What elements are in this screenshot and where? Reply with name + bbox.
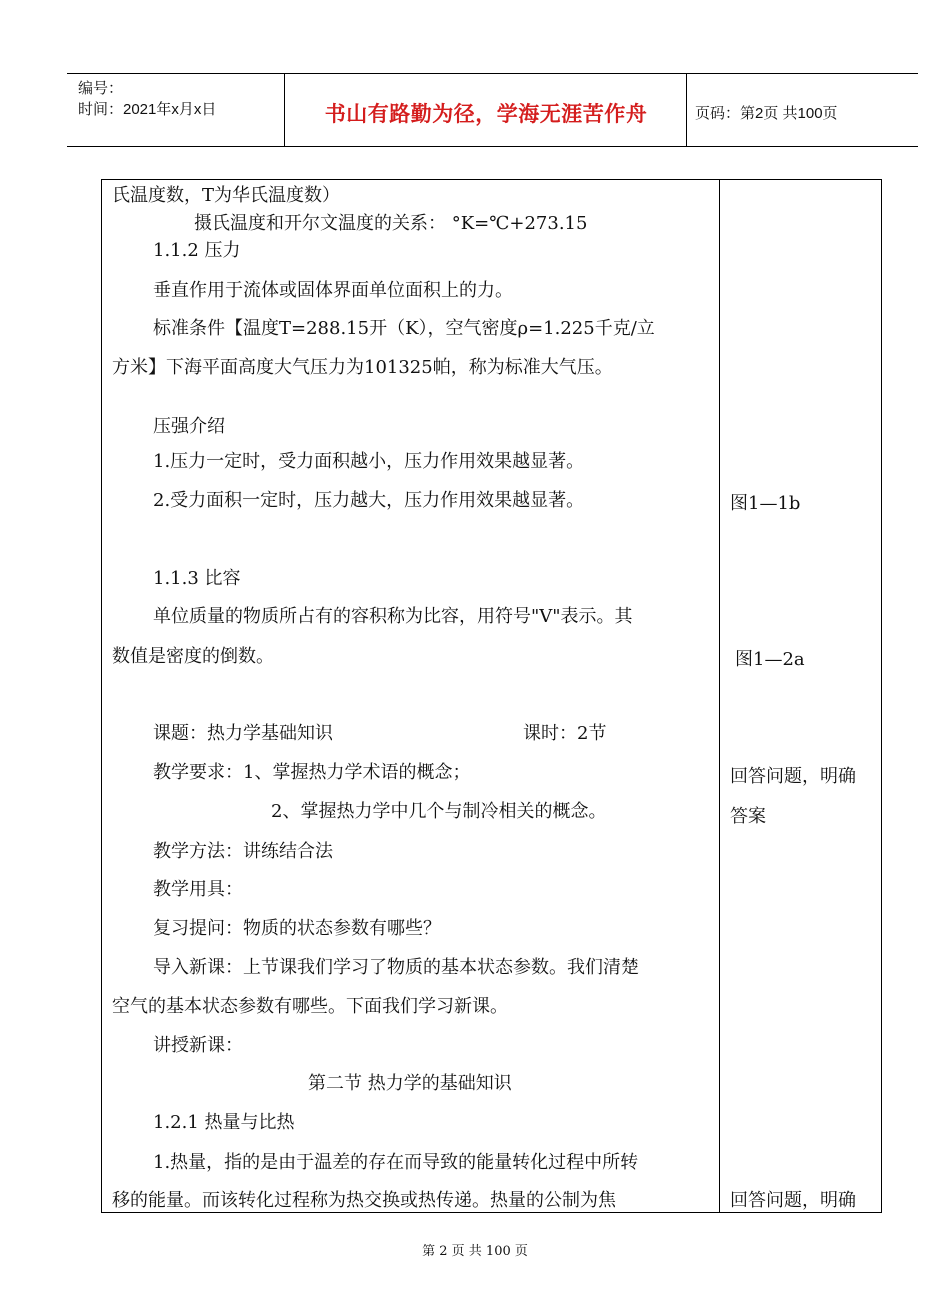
header-page-info: 页码：第2页 共100页 — [695, 105, 838, 122]
side-note: 回答问题，明确 — [730, 1190, 856, 1211]
section-heading: 1.1.2 压力 — [153, 240, 241, 261]
table-column-divider — [719, 179, 720, 1213]
page-footer: 第 2 页 共 100 页 — [422, 1244, 528, 1259]
text-line: 空气的基本状态参数有哪些。下面我们学习新课。 — [112, 996, 508, 1017]
section-heading: 1.2.1 热量与比热 — [153, 1112, 295, 1133]
text-line: 1.热量，指的是由于温差的存在而导致的能量转化过程中所转 — [153, 1152, 639, 1173]
lesson-hours: 课时：2节 — [523, 723, 607, 744]
figure-reference: 图1—1b — [730, 493, 801, 514]
text-line: 移的能量。而该转化过程称为热交换或热传递。热量的公制为焦 — [112, 1190, 616, 1211]
text-line: 方米】下海平面高度大气压力为101325帕，称为标准大气压。 — [112, 357, 613, 378]
text-line: 讲授新课： — [153, 1035, 243, 1056]
text-line: 2.受力面积一定时，压力越大，压力作用效果越显著。 — [153, 490, 585, 511]
text-line: 单位质量的物质所占有的容积称为比容，用符号"V"表示。其 — [153, 606, 633, 627]
text-line: 数值是密度的倒数。 — [112, 646, 274, 667]
text-line: 压强介绍 — [153, 416, 225, 437]
text-line: 复习提问：物质的状态参数有哪些？ — [153, 918, 441, 939]
text-line: 教学要求：1、掌握热力学术语的概念； — [153, 762, 471, 783]
header-motto: 书山有路勤为径，学海无涯苦作舟 — [324, 102, 648, 126]
figure-reference: 图1—2a — [735, 649, 805, 670]
text-line: 教学方法：讲练结合法 — [153, 841, 333, 862]
header-divider — [686, 73, 687, 146]
text-line: 2、掌握热力学中几个与制冷相关的概念。 — [271, 801, 607, 822]
section-heading: 1.1.3 比容 — [153, 568, 241, 589]
text-line: 教学用具： — [153, 879, 243, 900]
side-note: 答案 — [730, 806, 766, 827]
text-line: 标准条件【温度T=288.15开（K），空气密度ρ=1.225千克/立 — [153, 318, 655, 339]
header-bottom-rule — [67, 146, 918, 147]
header-meta — [78, 78, 216, 120]
header-top-rule — [67, 73, 918, 74]
text-line: 1.压力一定时，受力面积越小，压力作用效果越显著。 — [153, 451, 585, 472]
section-title: 第二节 热力学的基础知识 — [308, 1073, 512, 1094]
header-divider — [284, 73, 285, 146]
lesson-topic: 课题：热力学基础知识 — [153, 723, 333, 744]
text-line: 垂直作用于流体或固体界面单位面积上的力。 — [153, 280, 513, 301]
number-label: 编号： — [78, 80, 124, 97]
time-label: 时间：2021年x月x日 — [78, 101, 217, 118]
text-line: 氏温度数，T为华氏温度数） — [112, 185, 341, 206]
side-note: 回答问题，明确 — [730, 766, 856, 787]
text-line: 摄氏温度和开尔文温度的关系： °K=℃+273.15 — [194, 213, 588, 234]
text-line: 导入新课：上节课我们学习了物质的基本状态参数。我们清楚 — [153, 957, 639, 978]
